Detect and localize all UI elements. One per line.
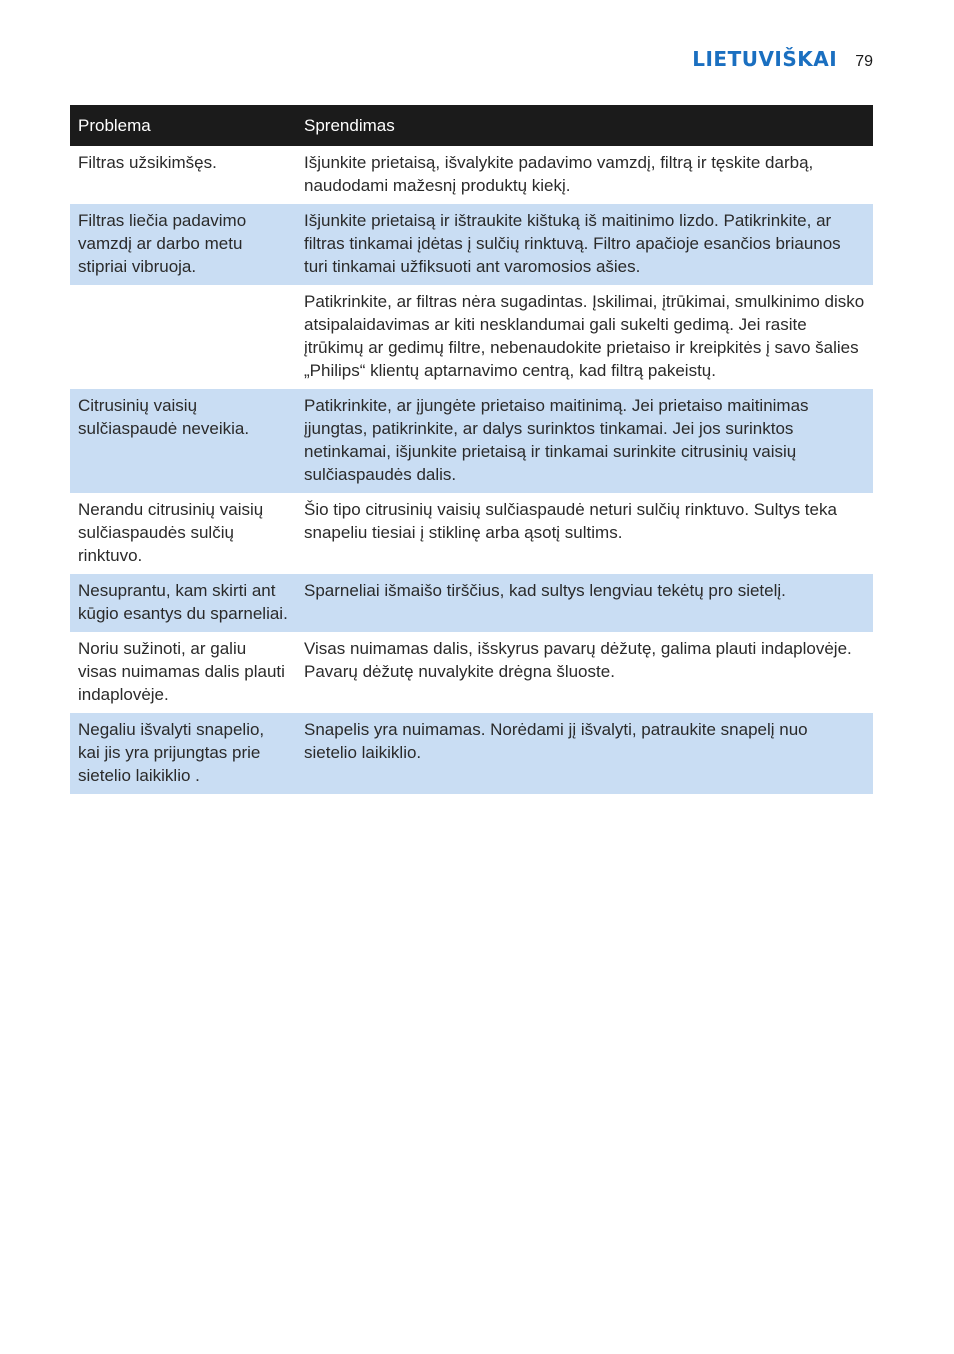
- solution-cell: Patikrinkite, ar įjungėte prietaiso maitinimą. Jei prietaiso maitinimas įjungtas, patikrinkite, ar dalys surinktos tinkamai. Jei jos surinktos netinkamai, išjunkite prietaisą ir tinkamai surinkite citrusinių vaisių sulčiaspaudės dalis.: [296, 389, 873, 493]
- solution-cell: Šio tipo citrusinių vaisių sulčiaspaudė neturi sulčių rinktuvo. Sultys teka snapeliu tiesiai į stiklinę arba ąsotį sultims.: [296, 493, 873, 574]
- problem-cell: Negaliu išvalyti snapelio, kai jis yra prijungtas prie sietelio laikiklio .: [70, 713, 296, 794]
- table-row: [70, 493, 873, 574]
- problem-cell: Filtras liečia padavimo vamzdį ar darbo metu stipriai vibruoja.: [70, 204, 296, 285]
- column-header-solution: Sprendimas: [296, 105, 873, 146]
- solution-cell: Patikrinkite, ar filtras nėra sugadintas. Įskilimai, įtrūkimai, smulkinimo disko atsipalaidavimas ar kiti nesklandumai gali sukelti gedimą. Jei rasite įtrūkimų ar gedimų filtre, nebenaudokite prietaiso ir kreipkitės į savo šalies „Philips“ klientų aptarnavimo centrą, kad filtrą pakeistų.: [296, 285, 873, 389]
- problem-cell: Noriu sužinoti, ar galiu visas nuimamas dalis plauti indaplovėje.: [70, 632, 296, 713]
- table-row: [70, 574, 873, 632]
- problem-cell: Nerandu citrusinių vaisių sulčiaspaudės sulčių rinktuvo.: [70, 493, 296, 574]
- solution-cell: Išjunkite prietaisą ir ištraukite kištuką iš maitinimo lizdo. Patikrinkite, ar filtras tinkamai įdėtas į sulčių rinktuvą. Filtro apačioje esančios briaunos turi tinkamai užfiksuoti ant varomosios ašies.: [296, 204, 873, 285]
- solution-cell: Visas nuimamas dalis, išskyrus pavarų dėžutę, galima plauti indaplovėje. Pavarų dėžutę nuvalykite drėgna šluoste.: [296, 632, 873, 713]
- problem-cell: Nesuprantu, kam skirti ant kūgio esantys du sparneliai.: [70, 574, 296, 632]
- problem-cell: [70, 285, 296, 389]
- table-body: [70, 146, 873, 794]
- solution-cell: Sparneliai išmaišo tirščius, kad sultys lengviau tekėtų pro sietelį.: [296, 574, 873, 632]
- language-title: LIETUVIŠKAI: [692, 47, 838, 71]
- problem-cell: Citrusinių vaisių sulčiaspaudė neveikia.: [70, 389, 296, 493]
- troubleshooting-table: [70, 105, 873, 794]
- column-header-problem: Problema: [70, 105, 296, 146]
- table-row: [70, 389, 873, 493]
- page-header: [692, 47, 873, 71]
- problem-cell: Filtras užsikimšęs.: [70, 146, 296, 204]
- page-number: 79: [855, 53, 873, 70]
- solution-cell: Snapelis yra nuimamas. Norėdami jį išvalyti, patraukite snapelį nuo sietelio laikiklio.: [296, 713, 873, 794]
- table-header-row: [70, 105, 873, 146]
- solution-cell: Išjunkite prietaisą, išvalykite padavimo vamzdį, filtrą ir tęskite darbą, naudodami mažesnį produktų kiekį.: [296, 146, 873, 204]
- table-row: [70, 146, 873, 204]
- table-row: [70, 204, 873, 285]
- table-row: [70, 632, 873, 713]
- table-row: [70, 285, 873, 389]
- table-row: [70, 713, 873, 794]
- table-header: [70, 105, 873, 146]
